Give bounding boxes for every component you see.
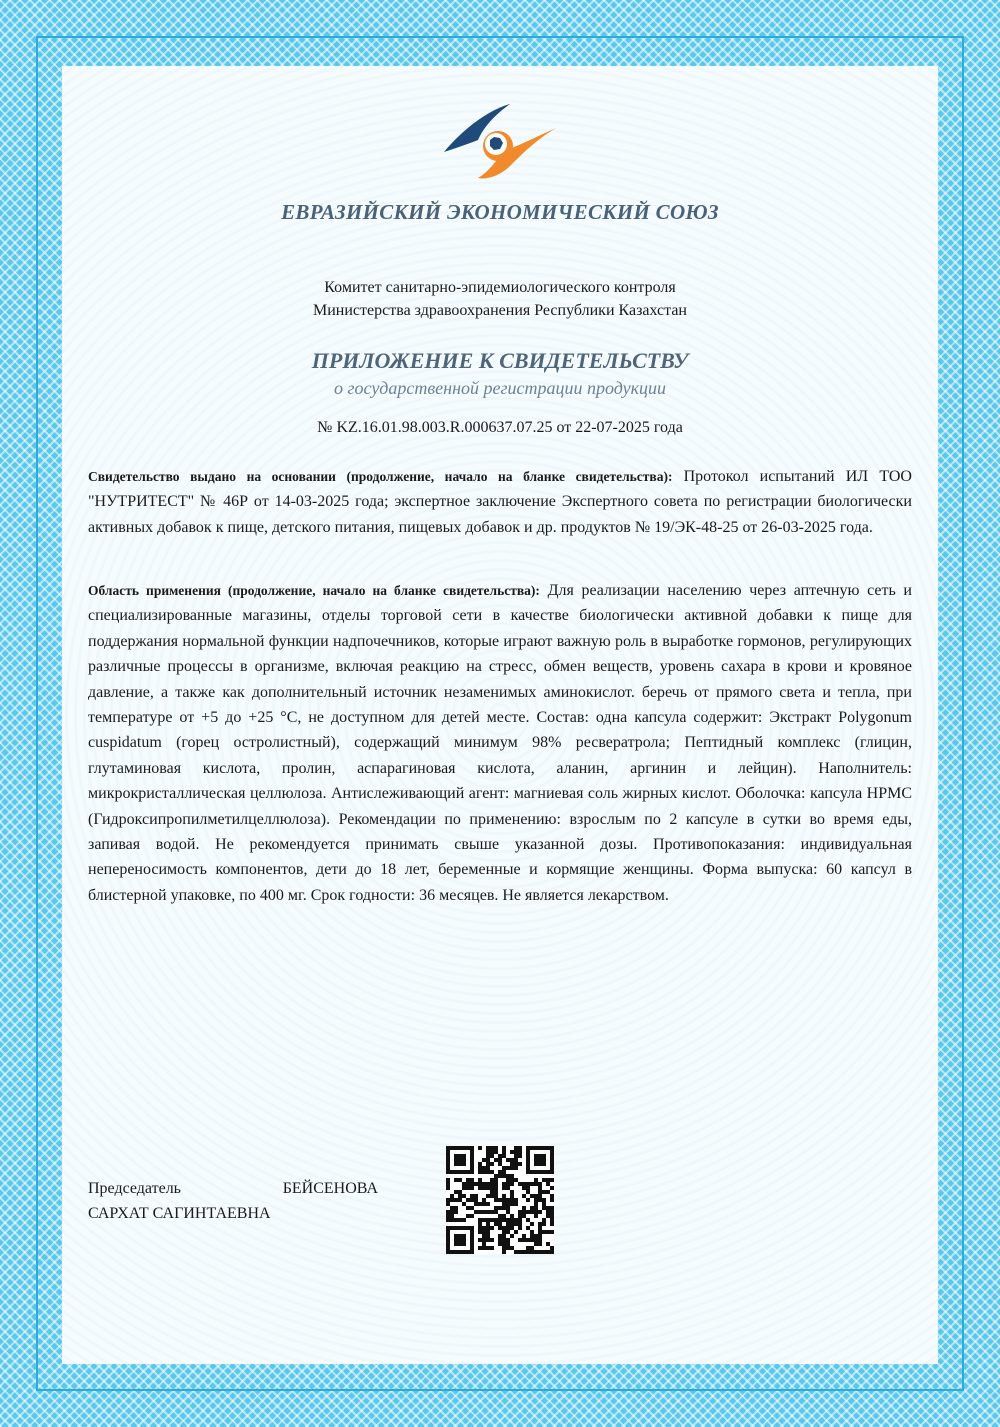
qr-code-graphic [446, 1146, 554, 1254]
signature-block [88, 1176, 378, 1226]
document-subtitle: о государственной регистрации продукции [333, 378, 667, 398]
signatory-position: Председатель [88, 1180, 181, 1197]
basis-paragraph [88, 464, 912, 540]
qr-code-icon [446, 1146, 554, 1254]
scope-paragraph [88, 578, 912, 908]
scope-label: Область применения (продолжение, начало на бланке свидетельства): [88, 583, 540, 598]
committee-line-2: Министерства здравоохранения Республики Казахстан [313, 302, 687, 319]
document-title: ПРИЛОЖЕНИЕ К СВИДЕТЕЛЬСТВУ [311, 348, 689, 373]
signatory-given-names: САРХАТ САГИНТАЕВНА [88, 1205, 271, 1222]
basis-label: Свидетельство выдано на основании (продолжение, начало на бланке свидетельства): [88, 469, 673, 484]
committee-line-1: Комитет санитарно-эпидемиологического контроля [324, 279, 676, 296]
scope-text: Для реализации населению через аптечную сеть и специализированные магазины, отделы торговой сети в качестве биологически активной добавки к пище для поддержания нормальной функции надпочечников, которые играют важную роль в выработке гормонов, регулирующих различные процессы в организме, включая реакцию на стресс, обмен веществ, уровень сахара в крови и кровяное давление, а также как дополнительный источник незаменимых аминокислот. беречь от прямого света и тепла, при температуре от +5 до +25 °С, не доступном для детей месте. Состав: одна капсула содержит: Экстракт Polygonum cuspidatum (горец остролистный), содержащий минимум 98% ресвератрола; Пептидный комплекс (глицин, глутаминовая кислота, пролин, аспарагиновая кислота, аланин, аргинин и лейцин). Наполнитель: микрокристаллическая целлюлоза. Антислеживающий агент: магниевая соль жирных кислот. Оболочка: капсула HPMC (Гидроксипропилметилцеллюлоза). Рекомендации по применению: взрослым по 2 капсуле в сутки во время еды, запивая водой. Не рекомендуется принимать свыше указанной дозы. Противопоказания: индивидуальная непереносимость компонентов, дети до 18 лет, беременные и кормящие женщины. Форма выпуска: 60 капсул в блистерной упаковке, по 400 мг. Срок годности: 36 месяцев. Не является лекарством. [88, 582, 912, 904]
eaeu-emblem-icon [440, 100, 560, 184]
issuing-authority [0, 276, 1000, 322]
signatory-surname: БЕЙСЕНОВА [282, 1180, 378, 1197]
union-title: ЕВРАЗИЙСКИЙ ЭКОНОМИЧЕСКИЙ СОЮЗ [281, 200, 719, 224]
registration-number: № KZ.16.01.98.003.R.000637.07.25 от 22-07-2025 года [317, 419, 683, 436]
basis-text: Протокол испытаний ИЛ ТОО "НУТРИТЕСТ" № 46Р от 14-03-2025 года; экспертное заключение Экспертного совета по регистрации биологически активных добавок к пище, детского питания, пищевых добавок и др. продуктов № 19/ЭК-48-25 от 26-03-2025 года. [88, 468, 912, 536]
